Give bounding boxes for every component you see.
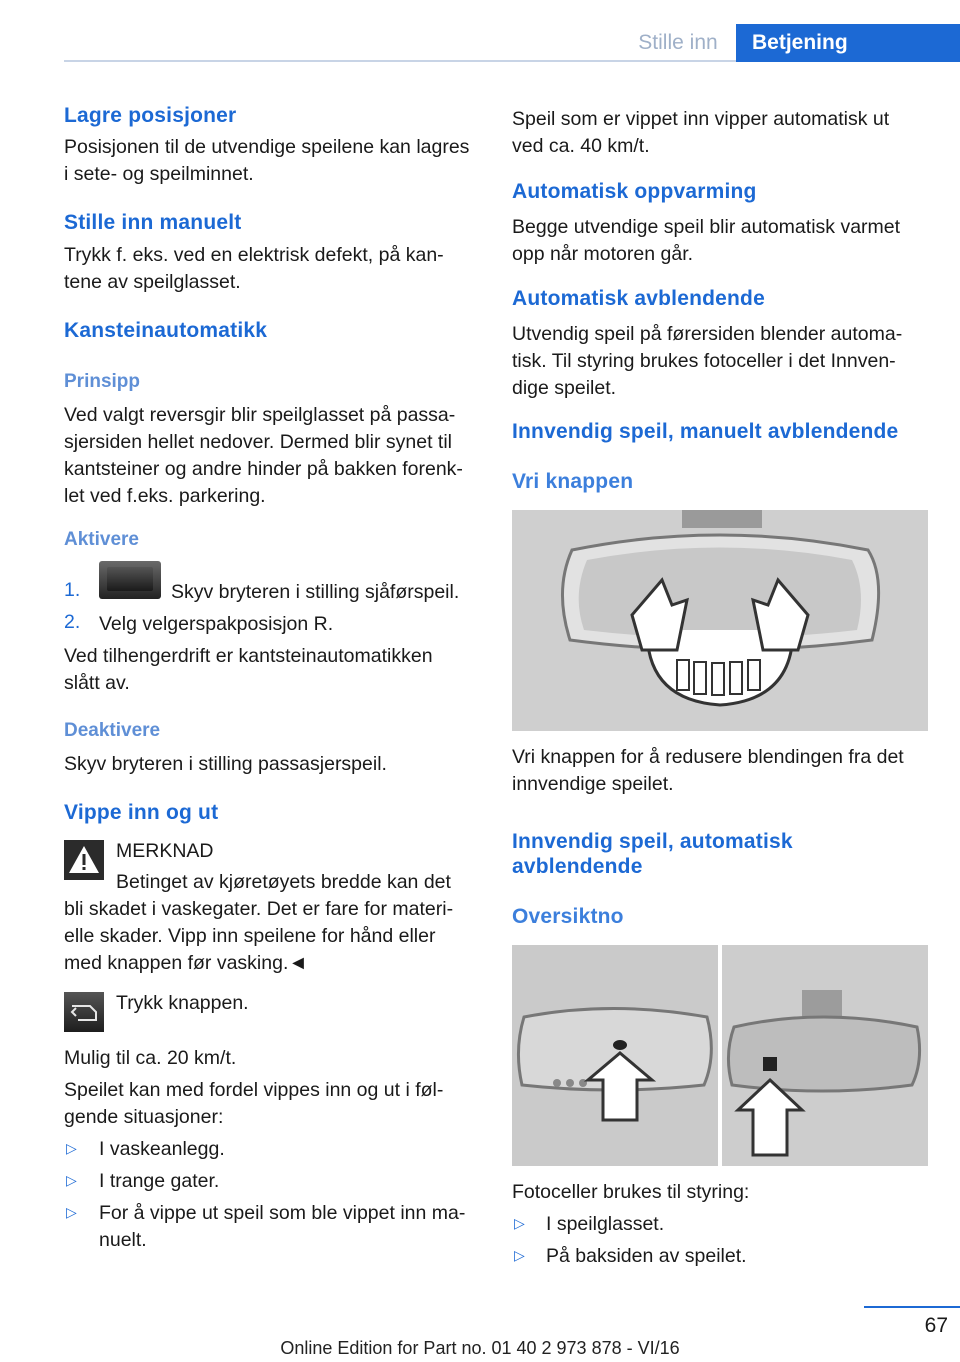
merknad-label: MERKNAD	[116, 840, 214, 862]
foto-text: Fotoceller brukes til styring:	[512, 1181, 750, 1203]
tab-betjening[interactable]: Betjening	[736, 24, 960, 62]
bullet-triangle-icon: ▷	[66, 1140, 77, 1156]
vippet-line-1: Speil som er vippet inn vipper automatisk ut	[512, 108, 890, 130]
step-1-number: 1.	[64, 579, 81, 601]
speilet-line-1: Speilet kan med fordel vippes inn og ut i føl‐	[64, 1079, 444, 1101]
prinsipp-line-2: sjersiden hellet nedover. Dermed blir synet til	[64, 431, 453, 453]
heading-prinsipp: Prinsipp	[64, 371, 141, 392]
avblend-line-2: tisk. Til styring brukes fotoceller i det Innven‐	[512, 350, 896, 372]
heading-oversiktno: Oversiktno	[512, 905, 624, 928]
bullet-triangle-icon: ▷	[514, 1247, 525, 1263]
heading-innvendig-speil-auto-line-1: Innvendig speil, automatisk	[512, 830, 793, 853]
merknad-line-4: med knappen før vasking.◄	[64, 952, 308, 974]
heading-deaktivere: Deaktivere	[64, 720, 161, 741]
prinsipp-line-1: Ved valgt reversgir blir speilglasset på passa‐	[64, 404, 456, 426]
trykk-text: Trykk knappen.	[116, 992, 249, 1014]
tilhenger-line-1: Ved tilhengerdrift er kantsteinautomatikken	[64, 645, 433, 667]
heading-innvendig-speil-auto-line-2: avblendende	[512, 855, 643, 878]
heading-automatisk-avblendende: Automatisk avblendende	[512, 287, 765, 310]
lagre-text-line-2: i sete- og speilminnet.	[64, 163, 254, 185]
heading-aktivere: Aktivere	[64, 529, 139, 550]
tilhenger-line-2: slått av.	[64, 672, 130, 694]
deaktivere-text: Skyv bryteren i stilling passasjerspeil.	[64, 753, 387, 775]
manuelt-text-line-1: Trykk f. eks. ved en elektrisk defekt, på kan‐	[64, 244, 444, 266]
heading-kansteinautomatikk: Kansteinautomatikk	[64, 319, 268, 342]
step-2-number: 2.	[64, 611, 81, 633]
mirror-switch-icon	[99, 561, 161, 599]
vri-text-line-2: innvendige speilet.	[512, 773, 674, 795]
step-1-text: Skyv bryteren i stilling sjåførspeil.	[171, 581, 460, 603]
mirror-knob-illustration	[512, 510, 928, 731]
bullet-vaskeanlegg: I vaskeanlegg.	[99, 1138, 225, 1160]
oppvarming-line-1: Begge utvendige speil blir automatisk varmet	[512, 216, 901, 238]
page-number: 67	[924, 1314, 948, 1337]
heading-automatisk-oppvarming: Automatisk oppvarming	[512, 180, 757, 203]
avblend-line-3: dige speilet.	[512, 377, 617, 399]
vippet-line-2: ved ca. 40 km/t.	[512, 135, 650, 157]
fold-mirror-button-icon	[64, 992, 104, 1032]
merknad-line-2: bli skadet i vaskegater. Det er fare for materi‐	[64, 898, 454, 920]
step-2-text: Velg velgerspakposisjon R.	[99, 613, 334, 635]
prinsipp-line-4: let ved f.eks. parkering.	[64, 485, 266, 507]
bullet-triangle-icon: ▷	[66, 1172, 77, 1188]
lagre-text-line-1: Posisjonen til de utvendige speilene kan lagres	[64, 136, 470, 158]
oppvarming-line-2: opp når motoren går.	[512, 243, 694, 265]
footer-edition: Online Edition for Part no. 01 40 2 973 878 - VI/16	[280, 1338, 680, 1358]
footer-rule	[864, 1306, 960, 1308]
manuelt-text-line-2: tene av speilglasset.	[64, 271, 241, 293]
heading-lagre-posisjoner: Lagre posisjoner	[64, 104, 237, 127]
merknad-line-3: elle skader. Vipp inn speilene for hånd eller	[64, 925, 436, 947]
speilet-line-2: gende situasjoner:	[64, 1106, 224, 1128]
bullet-triangle-icon: ▷	[514, 1215, 525, 1231]
photocell-illustration	[512, 945, 928, 1166]
warning-icon	[64, 840, 104, 880]
prinsipp-line-3: kantsteiner og andre hinder på bakken forenk‐	[64, 458, 463, 480]
vri-text-line-1: Vri knappen for å redusere blendingen fra det	[512, 746, 904, 768]
heading-stille-inn-manuelt: Stille inn manuelt	[64, 211, 242, 234]
foto-bullet-speilglasset: I speilglasset.	[546, 1213, 665, 1235]
mulig-text: Mulig til ca. 20 km/t.	[64, 1047, 237, 1069]
bullet-triangle-icon: ▷	[66, 1204, 77, 1220]
bullet-vippe-ut-line-1: For å vippe ut speil som ble vippet inn ma‐	[99, 1202, 466, 1224]
tab-stille-inn[interactable]: Stille inn	[638, 31, 718, 54]
heading-vippe-inn-og-ut: Vippe inn og ut	[64, 801, 219, 824]
avblend-line-1: Utvendig speil på førersiden blender automa‐	[512, 323, 903, 345]
heading-innvendig-speil-manuelt: Innvendig speil, manuelt avblendende	[512, 420, 899, 443]
merknad-line-1: Betinget av kjøretøyets bredde kan det	[116, 871, 451, 893]
bullet-vippe-ut-line-2: nuelt.	[99, 1229, 147, 1251]
heading-vri-knappen: Vri knappen	[512, 470, 634, 493]
foto-bullet-baksiden: På baksiden av speilet.	[546, 1245, 747, 1267]
bullet-trange-gater: I trange gater.	[99, 1170, 220, 1192]
